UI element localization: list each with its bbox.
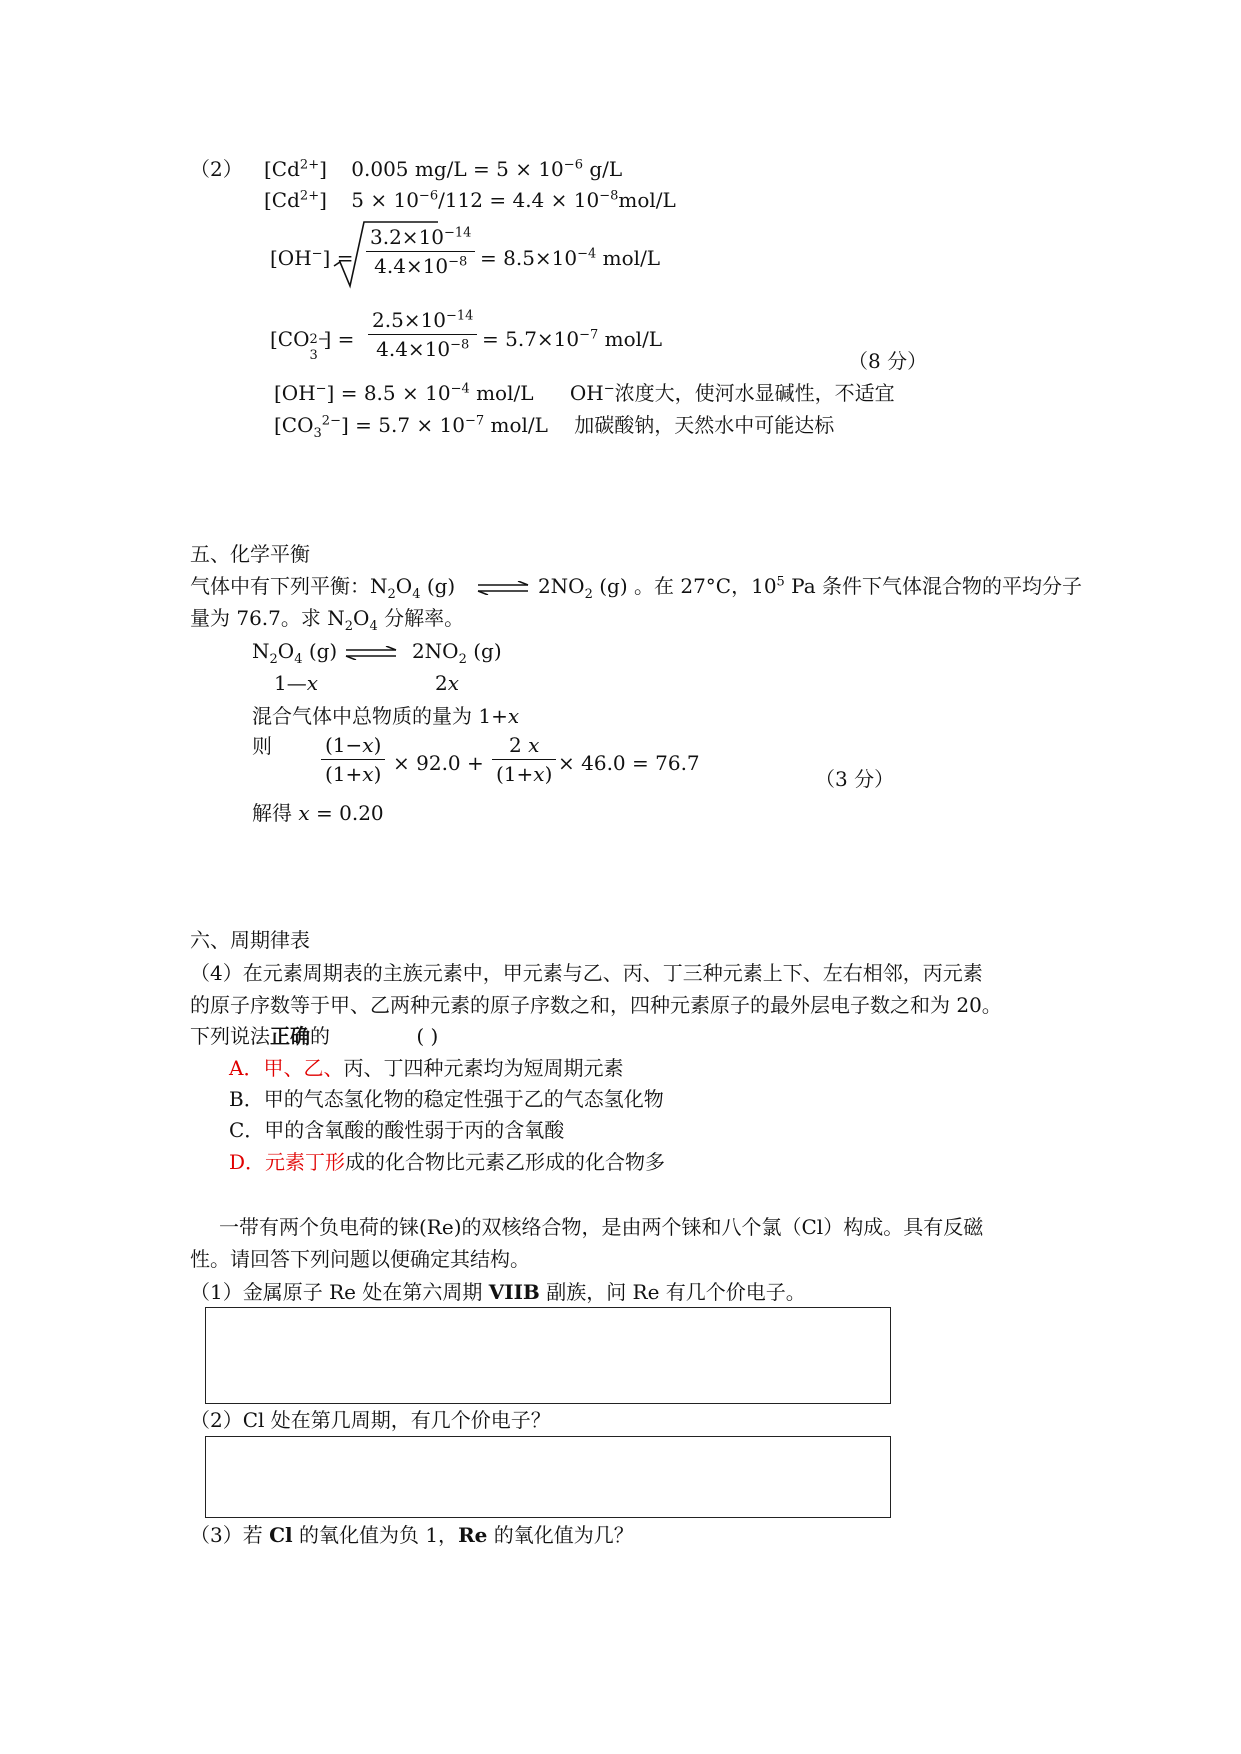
fraction-n2o4: (1−x) (1+x) (321, 734, 385, 785)
option-c[interactable]: C．甲的含氧酸的酸性弱于丙的含氧酸 (229, 1118, 565, 1142)
answer-box-1[interactable] (205, 1307, 891, 1404)
co3-fraction (368, 309, 477, 360)
re-intro-line1: 一带有两个负电荷的铼(Re)的双核络合物，是由两个铼和八个氯（Cl）构成。具有反磁 (219, 1215, 984, 1239)
oh-result: = $8.5\times 10^{-4}$ mol/L (480, 246, 661, 270)
question4-line1: （4）在元素周期表的主族元素中，甲元素与乙、丙、丁三种元素上下、左右相邻，丙元素 (190, 961, 983, 985)
oh-fraction (366, 226, 475, 277)
co3-conclusion: $[CO_3^{2-}] = 5.7 \times 10^{-7}$ mol/L 加碳酸钠，天然水中可能达标 (274, 413, 835, 441)
co3-denominator: $4.4\times 10^{-8}$ (376, 337, 470, 361)
co3-result: = $5.7\times 10^{-7}$ mol/L (482, 327, 663, 351)
section5-question-line1: 气体中有下列平衡：$N_2O_4$ (g) $2NO_2$ (g) 。在 27°C，$10^5$ Pa 条件下气体混合物的平均分子 (190, 574, 1083, 602)
part2-label: （2） (190, 157, 243, 181)
section5-title: 五、化学平衡 (190, 542, 310, 566)
question4-line3: 下列说法正确的 ( ) (190, 1024, 439, 1048)
section6-title: 六、周期律表 (190, 928, 310, 952)
oh-conclusion: $[OH^-] = 8.5 \times 10^{-4}$ mol/L OH−浓度大，使河水显碱性，不适宜 (274, 381, 895, 405)
option-d[interactable]: D．元素丁形成的化合物比元素乙形成的化合物多 (229, 1150, 666, 1174)
co3-label: [CO 3 2− ] = (270, 327, 355, 363)
section5-question-line2: 量为 76.7。求 $N_2O_4$ 分解率。 (190, 606, 465, 634)
option-b[interactable]: B．甲的气态氢化物的稳定性强于乙的气态氢化物 (229, 1087, 664, 1111)
re-question3: （3）若 Cl 的氧化值为负 1，Re 的氧化值为几？ (190, 1523, 634, 1547)
equilibrium-equation: $N_2O_4$ (g) $2NO_2$ (g) (252, 639, 502, 667)
answer-box-2[interactable] (205, 1436, 891, 1518)
re-question1: （1）金属原子 Re 处在第六周期 VIIB 副族，问 Re 有几个价电子。 (190, 1280, 806, 1304)
then-label: 则 (252, 734, 272, 758)
amount-no2: 2x (435, 671, 460, 695)
fraction-no2: 2 x (1+x) (492, 734, 556, 785)
amount-n2o4: 1—x (274, 671, 319, 695)
oh-denominator: $4.4\times 10^{-8}$ (374, 254, 468, 278)
score-3: （3 分） (815, 767, 895, 791)
cd-molar-line: $[Cd^{2+}] 5 \times 10^{-6}/112 = 4.4 \times 10^{-8}mol/L$ (264, 188, 676, 212)
co3-numerator: $2.5\times 10^{-14}$ (372, 308, 474, 332)
re-intro-line2: 性。请回答下列问题以便确定其结构。 (190, 1247, 530, 1271)
equilibrium-arrow-icon (344, 646, 398, 660)
score-8: （8 分） (848, 349, 928, 373)
term-46: × 46.0 = 76.7 (558, 751, 700, 775)
question4-line2: 的原子序数等于甲、乙两种元素的原子序数之和，四种元素原子的最外层电子数之和为 20。 (190, 993, 1002, 1017)
equilibrium-arrow-icon (476, 581, 530, 595)
term-92: × 92.0 + (393, 751, 484, 775)
cd-mass-line: $[Cd^{2+}]$ 0.005 $mg/L = 5 \times 10^{-6}$ g/L (264, 157, 623, 181)
re-question2: （2）Cl 处在第几周期，有几个价电子？ (190, 1408, 551, 1432)
solution-result: 解得 x = 0.20 (252, 801, 384, 825)
oh-numerator: $3.2\times 10^{-14}$ (370, 225, 472, 249)
option-a[interactable]: A．甲、乙、丙、丁四种元素均为短周期元素 (229, 1056, 624, 1080)
oh-label: [OH−] = (270, 246, 354, 270)
total-amount: 混合气体中总物质的量为 1+x (252, 704, 520, 728)
